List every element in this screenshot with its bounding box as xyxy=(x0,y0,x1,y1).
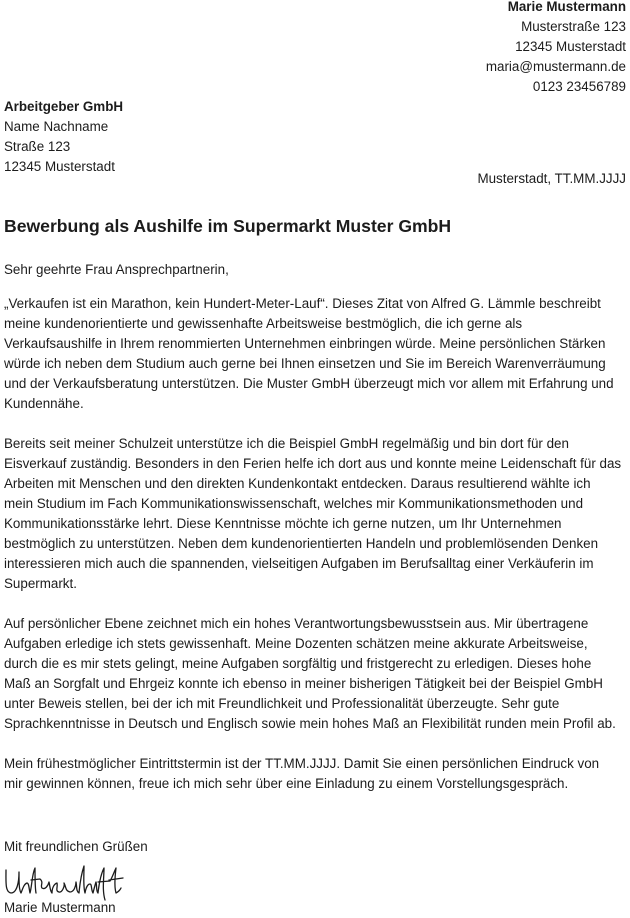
paragraph-line: Mein frühestmöglicher Eintrittstermin ist der TT.MM.JJJJ. Damit Sie einen persönlichen Eindruck von xyxy=(4,756,600,771)
paragraph-line: und der Verkaufsberatung unterstützen. Die Muster GmbH überzeugt mich vor allem mit Erfahrung und xyxy=(4,376,614,391)
paragraph-line: Arbeiten mit Menschen und den direkten Kundenkontakt entdecken. Daraus resultierend wählte ich xyxy=(4,476,591,491)
paragraph-line: durch die es mir stets gelingt, meine Aufgaben sorgfältig und fristgerecht zu erledigen. Dieses hohe xyxy=(4,656,592,671)
recipient-company: Arbeitgeber GmbH xyxy=(4,99,124,114)
sender-address-block xyxy=(486,0,626,97)
subject-heading: Bewerbung als Aushilfe im Supermarkt Muster GmbH xyxy=(4,216,452,236)
paragraph-line: Aufgaben erledige ich stets gewissenhaft. Meine Dozenten schätzen meine akkurate Arbeitsweise, xyxy=(4,636,588,651)
paragraph-line: meine kundenorientierte und gewissenhafte Arbeitsweise bestmöglich, die ich gerne als xyxy=(4,316,523,331)
signer-name: Marie Mustermann xyxy=(4,900,116,915)
paragraph-line: Sprachkenntnisse in Deutsch und Englisch sowie mein hohes Maß an Flexibilität runden mein Profil ab. xyxy=(4,716,616,731)
sender-street: Musterstraße 123 xyxy=(521,19,626,34)
paragraph-line: würde ich neben dem Studium auch gerne bei Ihnen einsetzen und Sie im Bereich Warenverräumung xyxy=(4,356,606,371)
closing-phrase: Mit freundlichen Grüßen xyxy=(4,839,148,854)
paragraph-line: mein Studium im Fach Kommunikationswissenschaft, welches mir Kommunikationsmethoden und xyxy=(4,496,584,511)
paragraph-4 xyxy=(4,754,624,794)
date-line: Musterstadt, TT.MM.JJJJ xyxy=(477,171,626,186)
paragraph-line: „Verkaufen ist ein Marathon, kein Hundert-Meter-Lauf“. Dieses Zitat von Alfred G. Lämmle beschreibt xyxy=(4,296,601,311)
paragraph-line: Verkaufsaushilfe in Ihrem renommierten Unternehmen einbringen würde. Meine persönlichen Stärken xyxy=(4,336,606,351)
paragraph-line: Eisverkauf zuständig. Besonders in den Ferien helfe ich dort aus und konnte meine Leidenschaft für das xyxy=(4,456,622,471)
recipient-street: Straße 123 xyxy=(4,139,71,154)
paragraph-line: Bereits seit meiner Schulzeit unterstütze ich die Beispiel GmbH regelmäßig und bin dort für den xyxy=(4,436,569,451)
handwritten-signature xyxy=(2,860,124,902)
paragraph-2 xyxy=(4,434,624,594)
sender-name: Marie Mustermann xyxy=(507,0,626,14)
recipient-city: 12345 Musterstadt xyxy=(4,159,115,174)
paragraph-1 xyxy=(4,294,624,414)
paragraph-line: Supermarkt. xyxy=(4,576,77,591)
sender-city: 12345 Musterstadt xyxy=(515,39,626,54)
paragraph-line: unter Beweis stellen, bei der ich mit Freundlichkeit und Professionalität überzeugte. Sehr gute xyxy=(4,696,560,711)
paragraph-line: Maß an Sorgfalt und Ehrgeiz konnte ich ebenso in meiner bisherigen Tätigkeit bei der Beispiel GmbH xyxy=(4,676,603,691)
paragraph-line: Kommunikationsstärke lehrt. Diese Kenntnisse möchte ich gerne nutzen, um Ihr Unternehmen xyxy=(4,516,562,531)
paragraph-line: mir gewinnen können, freue ich mich sehr über eine Einladung zu einem Vorstellungsgespräch. xyxy=(4,776,569,791)
paragraph-line: Auf persönlicher Ebene zeichnet mich ein hohes Verantwortungsbewusstsein aus. Mir übertragene xyxy=(4,616,589,631)
paragraph-line: interessieren mich auch die spannenden, vielseitigen Aufgaben im Berufsalltag einer Verkäuferin im xyxy=(4,556,594,571)
recipient-address-block xyxy=(4,97,123,177)
paragraph-line: bestmöglich zu unterstützen. Neben dem kundenorientierten Handeln und problemlösenden Denken xyxy=(4,536,599,551)
paragraph-line: Kundennähe. xyxy=(4,396,84,411)
sender-phone: 0123 23456789 xyxy=(532,79,626,94)
recipient-contact: Name Nachname xyxy=(4,119,109,134)
letter-body xyxy=(4,294,624,814)
salutation: Sehr geehrte Frau Ansprechpartnerin, xyxy=(4,262,229,277)
paragraph-3 xyxy=(4,614,624,734)
sender-email: maria@mustermann.de xyxy=(485,59,626,74)
